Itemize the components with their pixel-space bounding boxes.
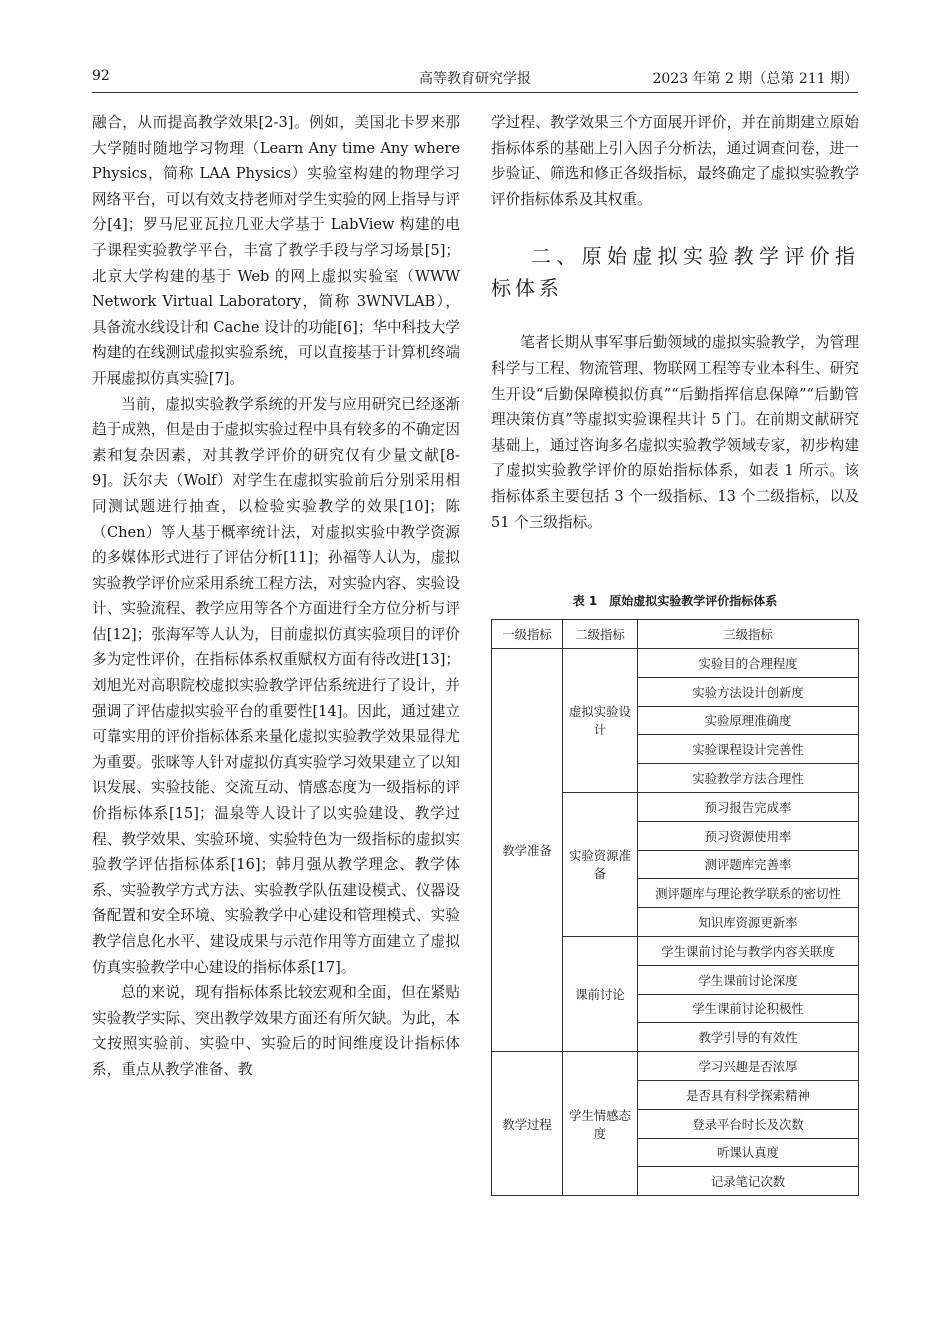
paragraph: 融合，从而提高教学效果[2-3]。例如，美国北卡罗来那大学随时随地学习物理（Learn Any time Any where Physics，简称 LAA Physics）实验室构建的物理学习网络平台，可以有效支持老师对学生实验的网上指导与评分[4]；罗马尼亚瓦拉几亚大学基于 LabView 构建的电子课程实验教学平台，丰富了教学手段与学习场景[5]；北京大学构建的基于 Web 的网上虚拟实验室（WWW Network Virtual Laboratory，简称 3WNVLAB），具备流水线设计和 Cache 设计的功能[6]；华中科技大学构建的在线测试虚拟实验系统，可以直接基于计算机终端开展虚拟仿真实验[7]。 [92, 114, 460, 387]
header-rule [92, 92, 858, 93]
table-caption: 表 1 原始虚拟实验教学评价指标体系 [572, 594, 778, 608]
level3-cell: 学生课前讨论与教学内容关联度 [638, 936, 859, 965]
level3-cell: 教学引导的有效性 [638, 1023, 859, 1052]
level2-cell: 课前讨论 [563, 936, 638, 1051]
table-header-row [492, 620, 859, 649]
level3-cell: 实验教学方法合理性 [638, 764, 859, 793]
level3-cell: 测评题库与理论教学联系的密切性 [638, 879, 859, 908]
level2-cell: 虚拟实验设计 [563, 649, 638, 793]
level3-cell: 实验目的合理程度 [638, 649, 859, 678]
column-header: 三级指标 [638, 620, 859, 649]
level1-cell: 教学准备 [492, 649, 563, 1052]
indicator-table [491, 619, 859, 1196]
paragraph: 总的来说，现有指标体系比较宏观和全面，但在紧贴实验教学实际、突出教学效果方面还有所欠缺。为此，本文按照实验前、实验中、实验后的时间维度设计指标体系，重点从教学准备、教 [92, 984, 460, 1078]
level3-cell: 预习报告完成率 [638, 792, 859, 821]
level3-cell: 实验方法设计创新度 [638, 677, 859, 706]
table-row [492, 649, 859, 678]
journal-title: 高等教育研究学报 [419, 71, 531, 87]
level3-cell: 学习兴趣是否浓厚 [638, 1052, 859, 1081]
level3-cell: 登录平台时长及次数 [638, 1109, 859, 1138]
paragraph: 学过程、教学效果三个方面展开评价，并在前期建立原始指标体系的基础上引入因子分析法，通过调查问卷，进一步验证、筛选和修正各级指标，最终确定了虚拟实验教学评价指标体系及其权重。 [491, 114, 859, 208]
table-row [492, 1052, 859, 1081]
level3-cell: 测评题库完善率 [638, 850, 859, 879]
level3-cell: 学生课前讨论积极性 [638, 994, 859, 1023]
column-header: 二级指标 [563, 620, 638, 649]
level3-cell: 记录笔记次数 [638, 1167, 859, 1196]
level2-cell: 实验资源准备 [563, 792, 638, 936]
level3-cell: 听课认真度 [638, 1138, 859, 1167]
level3-cell: 学生课前讨论深度 [638, 965, 859, 994]
issue-label: 2023 年第 2 期（总第 211 期） [652, 71, 858, 87]
column-header: 一级指标 [492, 620, 563, 649]
level3-cell: 预习资源使用率 [638, 821, 859, 850]
level3-cell: 实验原理准确度 [638, 706, 859, 735]
level3-cell: 实验课程设计完善性 [638, 735, 859, 764]
level1-cell: 教学过程 [492, 1052, 563, 1196]
page-number: 92 [92, 68, 110, 84]
level2-cell: 学生情感态度 [563, 1052, 638, 1196]
section-title: 二、原始虚拟实验教学评价指标体系 [491, 244, 859, 301]
left-column [92, 110, 460, 1083]
paragraph: 当前，虚拟实验教学系统的开发与应用研究已经逐渐趋于成熟，但是由于虚拟实验过程中具有较多的不确定因素和复杂因素，对其教学评价的研究仅有少量文献[8-9]。沃尔夫（Wolf）对学生在虚拟实验前后分别采用相同测试题进行抽查，以检验实验教学的效果[10]；陈（Chen）等人基于概率统计法，对虚拟实验中教学资源的多媒体形式进行了评估分析[11]；孙福等人认为，虚拟实验教学评价应采用系统工程方法，对实验内容、实验设计、实验流程、教学应用等各个方面进行全方位分析与评估[12]；张海军等人认为，目前虚拟仿真实验项目的评价多为定性评价，在指标体系权重赋权方面有待改进[13]；刘旭光对高职院校虚拟实验教学评估系统进行了设计，并强调了评估虚拟实验平台的重要性[14]。因此，通过建立可靠实用的评价指标体系来量化虚拟实验教学效果显得尤为重要。张咪等人针对虚拟仿真实验学习效果建立了以知识发展、实验技能、交流互动、情感态度为一级指标的评价指标体系[15]；温泉等人设计了以实验建设、教学过程、教学效果、实验环境、实验特色为一级指标的虚拟实验教学评估指标体系[16]；韩月强从教学理念、教学体系、实验教学方式方法、实验教学队伍建设模式、仪器设备配置和安全环境、实验教学中心建设和管理模式、实验教学信息化水平、建设成果与示范作用等方面建立了虚拟仿真实验教学中心建设的指标体系[17]。 [92, 395, 460, 976]
paragraph: 笔者长期从事军事后勤领域的虚拟实验教学，为管理科学与工程、物流管理、物联网工程等专业本科生、研究生开设“后勤保障模拟仿真”“后勤指挥信息保障”“后勤管理决策仿真”等虚拟实验课程共计 5 门。在前期文献研究基础上，通过咨询多名虚拟实验教学领域专家，初步构建了虚拟实验教学评价的原始指标体系，如表 1 所示。该指标体系主要包括 3 个一级指标、13 个二级指标，以及 51 个三级指标。 [491, 334, 859, 531]
right-column [491, 110, 859, 535]
page-header [92, 68, 858, 92]
level3-cell: 知识库资源更新率 [638, 908, 859, 937]
level3-cell: 是否具有科学探索精神 [638, 1080, 859, 1109]
